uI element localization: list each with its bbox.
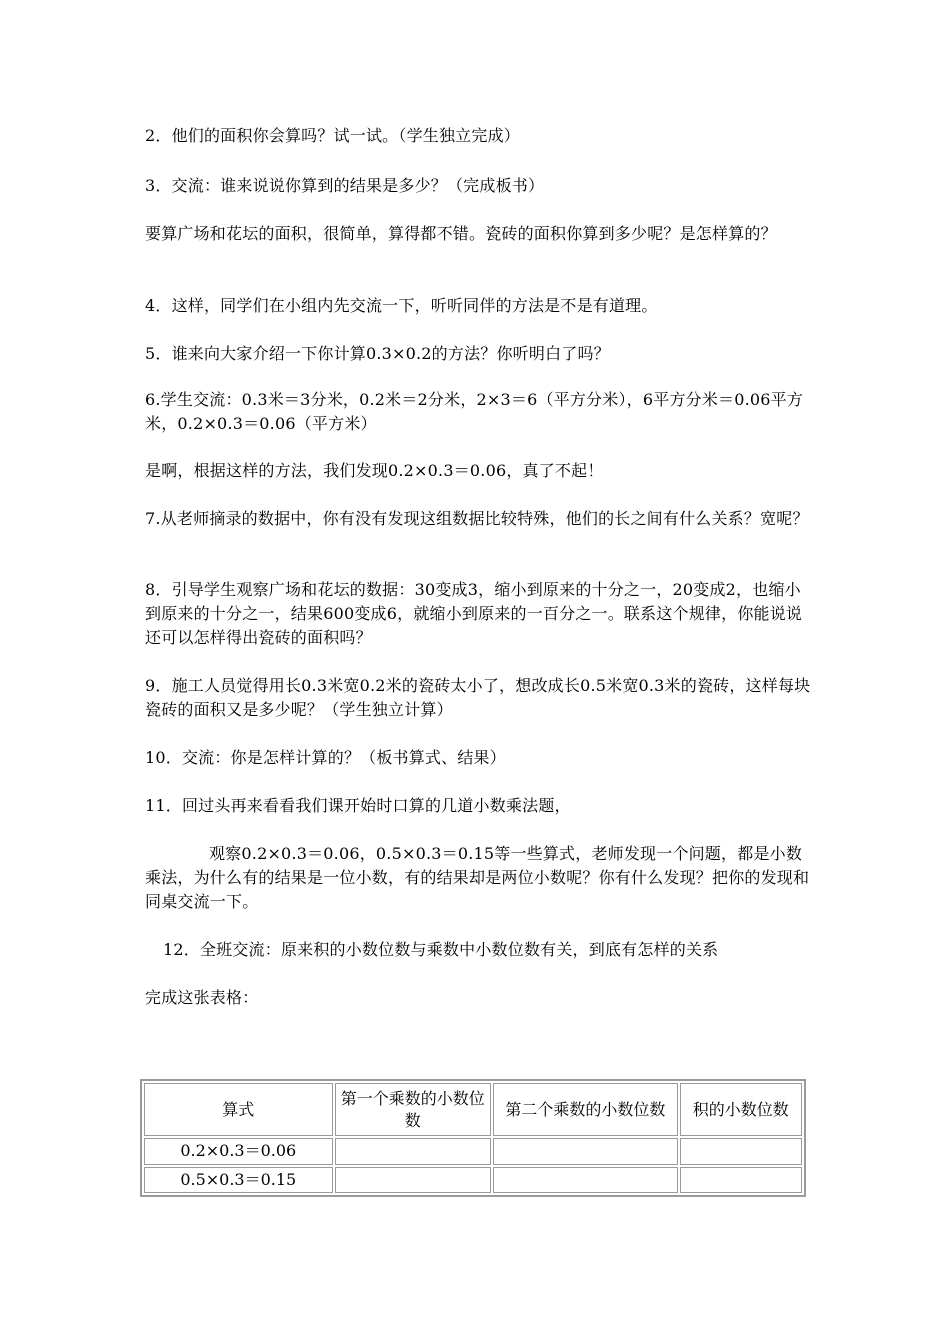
paragraph-step-12: 12．全班交流：原来积的小数位数与乘数中小数位数有关，到底有怎样的关系 [163, 940, 719, 959]
table-cell-blank [680, 1138, 802, 1165]
table-cell-formula: 0.2×0.3＝0.06 [144, 1138, 333, 1165]
paragraph-observe: 观察0.2×0.3＝0.06，0.5×0.3＝0.15等一些算式，老师发现一个问题，都是小数乘法，为什么有的结果是一位小数，有的结果却是两位小数呢？你有什么发现？把你的发现和同桌交流一下。 [145, 844, 810, 911]
paragraph-complete-table: 完成这张表格： [145, 988, 259, 1007]
paragraph-step-9: 9．施工人员觉得用长0.3米宽0.2米的瓷砖太小了，想改成长0.5米宽0.3米的瓷砖，这样每块瓷砖的面积又是多少呢？（学生独立计算） [145, 676, 811, 719]
paragraph-step-10: 10．交流：你是怎样计算的？（板书算式、结果） [145, 748, 506, 767]
table-row [144, 1138, 802, 1165]
paragraph-step-7: 7.从老师摘录的数据中，你有没有发现这组数据比较特殊，他们的长之间有什么关系？宽呢？ [145, 509, 809, 528]
table-row [144, 1167, 802, 1194]
table-cell-blank [335, 1167, 491, 1194]
paragraph-step-11: 11．回过头再来看看我们课开始时口算的几道小数乘法题， [145, 796, 571, 815]
paragraph-step-8: 8．引导学生观察广场和花坛的数据：30变成3，缩小到原来的十分之一，20变成2，也缩小到原来的十分之一，结果600变成6，就缩小到原来的一百分之一。联系这个规律，你能说说还可以怎样得出瓷砖的面积吗？ [145, 580, 803, 647]
table-header-row [144, 1083, 802, 1136]
header-second-factor-places: 第二个乘数的小数位数 [493, 1083, 678, 1136]
paragraph-step-4: 4．这样，同学们在小组内先交流一下，听听同伴的方法是不是有道理。 [145, 296, 658, 315]
table-cell-blank [493, 1138, 678, 1165]
table-cell-blank [493, 1167, 678, 1194]
decimal-places-table [140, 1079, 806, 1197]
paragraph-praise: 是啊，根据这样的方法，我们发现0.2×0.3＝0.06，真了不起！ [145, 461, 604, 480]
table-cell-formula: 0.5×0.3＝0.15 [144, 1167, 333, 1194]
paragraph-step-6: 6.学生交流：0.3米＝3分米，0.2米＝2分米，2×3＝6（平方分米），6平方分米＝0.06平方米，0.2×0.3＝0.06（平方米） [145, 390, 804, 433]
paragraph-area-question: 要算广场和花坛的面积，很简单，算得都不错。瓷砖的面积你算到多少呢？是怎样算的？ [145, 224, 777, 243]
table-cell-blank [335, 1138, 491, 1165]
header-product-places: 积的小数位数 [680, 1083, 802, 1136]
paragraph-step-3: 3．交流：谁来说说你算到的结果是多少？（完成板书） [145, 176, 545, 195]
header-formula: 算式 [144, 1083, 333, 1136]
paragraph-step-2: 2．他们的面积你会算吗？试一试。（学生独立完成） [145, 126, 520, 145]
table-cell-blank [680, 1167, 802, 1194]
header-first-factor-places: 第一个乘数的小数位数 [335, 1083, 491, 1136]
paragraph-step-5: 5．谁来向大家介绍一下你计算0.3×0.2的方法？你听明白了吗？ [145, 344, 610, 363]
